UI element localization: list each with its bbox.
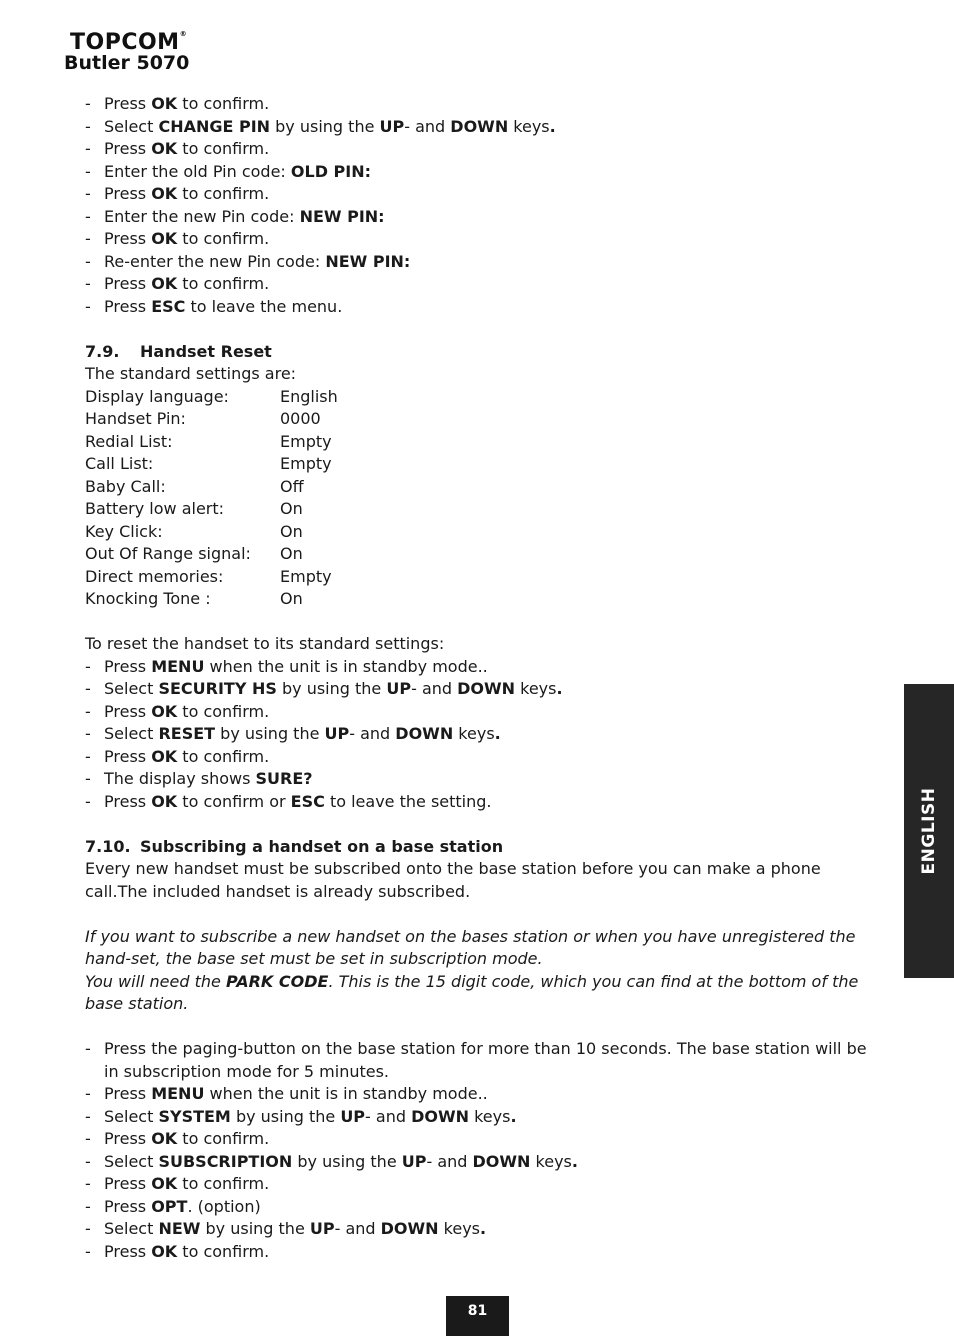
standard-settings-list	[85, 386, 885, 611]
park-code-note: You will need the PARK CODE. This is the 15 digit code, which you can find at the bottom of the base station.	[85, 971, 859, 1013]
subscribe-note: If you want to subscribe a new handset on the bases station or when you have unregistered the hand-set, the base set must be set in subscription mode.	[85, 926, 856, 968]
language-tab: ENGLISH	[904, 684, 954, 978]
step-item: - Enter the old Pin code: OLD PIN:	[85, 161, 885, 184]
step-item: - Press OK to confirm.	[85, 1173, 885, 1196]
step-item: - Press MENU when the unit is in standby mode..	[85, 1083, 885, 1106]
step-item: - Press OK to confirm.	[85, 1241, 885, 1264]
step-item: - Press OK to confirm.	[85, 93, 885, 116]
step-item: - Press OK to confirm.	[85, 273, 885, 296]
step-item: - Select NEW by using the UP- and DOWN keys.	[85, 1218, 885, 1241]
step-item: - Press OK to confirm.	[85, 138, 885, 161]
step-item: - Select SECURITY HS by using the UP- and DOWN keys.	[85, 678, 885, 701]
step-item: - Press MENU when the unit is in standby mode..	[85, 656, 885, 679]
step-item: - Press OK to confirm or ESC to leave the setting.	[85, 791, 885, 814]
setting-row: Redial List: Empty	[85, 431, 332, 451]
topcom-logo: TOPCOM®	[70, 30, 188, 55]
step-item: - Select SUBSCRIPTION by using the UP- and DOWN keys.	[85, 1151, 885, 1174]
setting-row: Key Click: On	[85, 521, 303, 541]
subscribe-steps	[85, 1038, 885, 1263]
step-item: - Press OK to confirm.	[85, 228, 885, 251]
step-item: - Press the paging-button on the base station for more than 10 seconds. The base station will be in subscription mode for 5 minutes.	[85, 1038, 885, 1083]
step-item: - Press OK to confirm.	[85, 1128, 885, 1151]
reset-steps	[85, 656, 885, 814]
step-item: - Press OPT. (option)	[85, 1196, 885, 1219]
step-item: - Select RESET by using the UP- and DOWN keys.	[85, 723, 885, 746]
step-item: - Press ESC to leave the menu.	[85, 296, 885, 319]
step-item: - Press OK to confirm.	[85, 183, 885, 206]
page-content	[85, 93, 885, 1263]
setting-row: Baby Call: Off	[85, 476, 304, 496]
setting-row: Direct memories: Empty	[85, 566, 332, 586]
setting-row: Handset Pin: 0000	[85, 409, 321, 428]
model-name: Butler 5070	[64, 52, 190, 74]
reset-intro: To reset the handset to its standard settings:	[85, 634, 445, 653]
section-heading-subscribing: 7.10. Subscribing a handset on a base station	[85, 836, 504, 856]
step-item: - Press OK to confirm.	[85, 746, 885, 769]
step-item: - The display shows SURE?	[85, 768, 885, 791]
step-item: - Enter the new Pin code: NEW PIN:	[85, 206, 885, 229]
setting-row: Display language: English	[85, 386, 338, 406]
setting-row: Out Of Range signal: On	[85, 544, 303, 563]
step-item: - Re-enter the new Pin code: NEW PIN:	[85, 251, 885, 274]
setting-row: Battery low alert: On	[85, 499, 303, 518]
page-number: 81	[446, 1296, 509, 1336]
step-item: - Select CHANGE PIN by using the UP- and DOWN keys.	[85, 116, 885, 139]
step-item: - Press OK to confirm.	[85, 701, 885, 724]
setting-row: Knocking Tone : On	[85, 589, 303, 608]
setting-row: Call List: Empty	[85, 454, 332, 473]
settings-intro: The standard settings are:	[85, 364, 297, 383]
section-heading-handset-reset: 7.9. Handset Reset	[85, 341, 272, 361]
subscribe-paragraph: Every new handset must be subscribed onto the base station before you can make a phone call.The included handset is already subscribed.	[85, 859, 821, 901]
pin-change-steps	[85, 93, 885, 318]
step-item: - Select SYSTEM by using the UP- and DOWN keys.	[85, 1106, 885, 1129]
